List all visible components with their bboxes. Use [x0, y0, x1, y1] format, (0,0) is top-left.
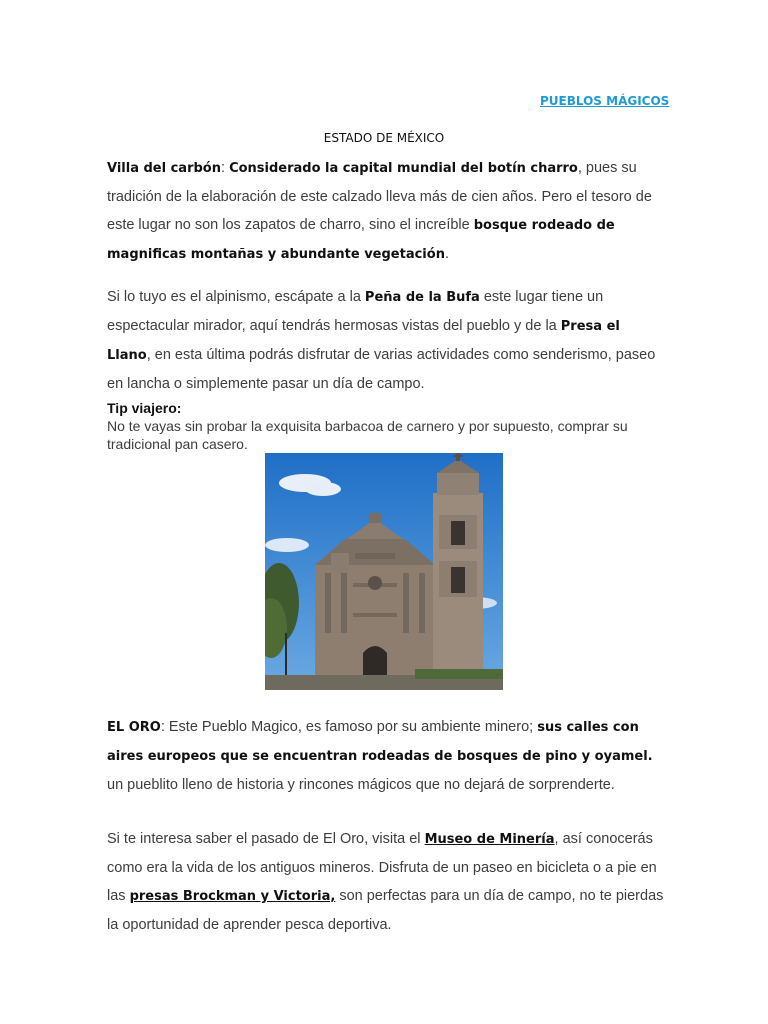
tip-viajero — [107, 399, 667, 453]
pena-de-la-bufa: Peña de la Bufa — [364, 290, 480, 305]
presas-brockman-victoria-link[interactable]: presas Brockman y Victoria, — [129, 889, 336, 904]
presa-el-llano: Presa el Llano — [107, 319, 620, 363]
state-title: ESTADO DE MÉXICO — [323, 131, 445, 145]
villa-highlight-2: bosque rodeado de magnificas montañas y abundante vegetación — [107, 218, 615, 262]
el-oro-highlight: sus calles con aires europeos que se encuentran rodeadas de bosques de pino y oyamel. — [107, 720, 653, 764]
alpinismo-paragraph: Si lo tuyo es el alpinismo, escápate a la Peña de la Bufa este lugar tiene un espectacular mirador, aquí tendrás hermosas vistas del pueblo y de la Presa el Llano, en esta última podrás disfrutar de varias actividades como senderismo, paseo en lancha o simplemente pasar un día de campo. — [107, 289, 656, 392]
tip-text: No te vayas sin probar la exquisita barbacoa de carnero y por supuesto, comprar su tradicional pan casero. — [107, 418, 628, 452]
tip-title: Tip viajero: — [107, 400, 182, 416]
villa-del-carbon-paragraph: Villa del carbón: Considerado la capital mundial del botín charro, pues su tradición de la elaboración de este calzado lleva más de cien años. Pero el tesoro de este lugar no son los zapatos de charro, sino el increíble bosque rodeado de magnificas montañas y abundante vegetación. — [107, 160, 652, 262]
el-oro-paragraph: EL ORO: Este Pueblo Magico, es famoso por su ambiente minero; sus calles con aires europeos que se encuentran rodeadas de bosques de pino y oyamel. un pueblito lleno de historia y rincones mágicos que no dejará de sorprenderte. — [107, 719, 653, 793]
pueblos-magicos-link[interactable]: PUEBLOS MÁGICOS — [540, 94, 670, 108]
el-oro-name: EL ORO — [107, 720, 161, 735]
villa-highlight-1: Considerado la capital mundial del botín charro — [229, 161, 578, 176]
museo-de-mineria-link[interactable]: Museo de Minería — [424, 832, 555, 847]
church-illustration — [265, 453, 503, 690]
el-oro-history-paragraph: Si te interesa saber el pasado de El Oro, visita el Museo de Minería, así conocerás como era la vida de los antiguos mineros. Disfruta de un paseo en bicicleta o a pie en las presas Brockman y Victoria, son perfectas para un día de campo, no te pierdas la oportunidad de aprender pesca deportiva. — [107, 831, 664, 933]
church-photo — [265, 453, 503, 690]
villa-name: Villa del carbón — [107, 161, 221, 176]
